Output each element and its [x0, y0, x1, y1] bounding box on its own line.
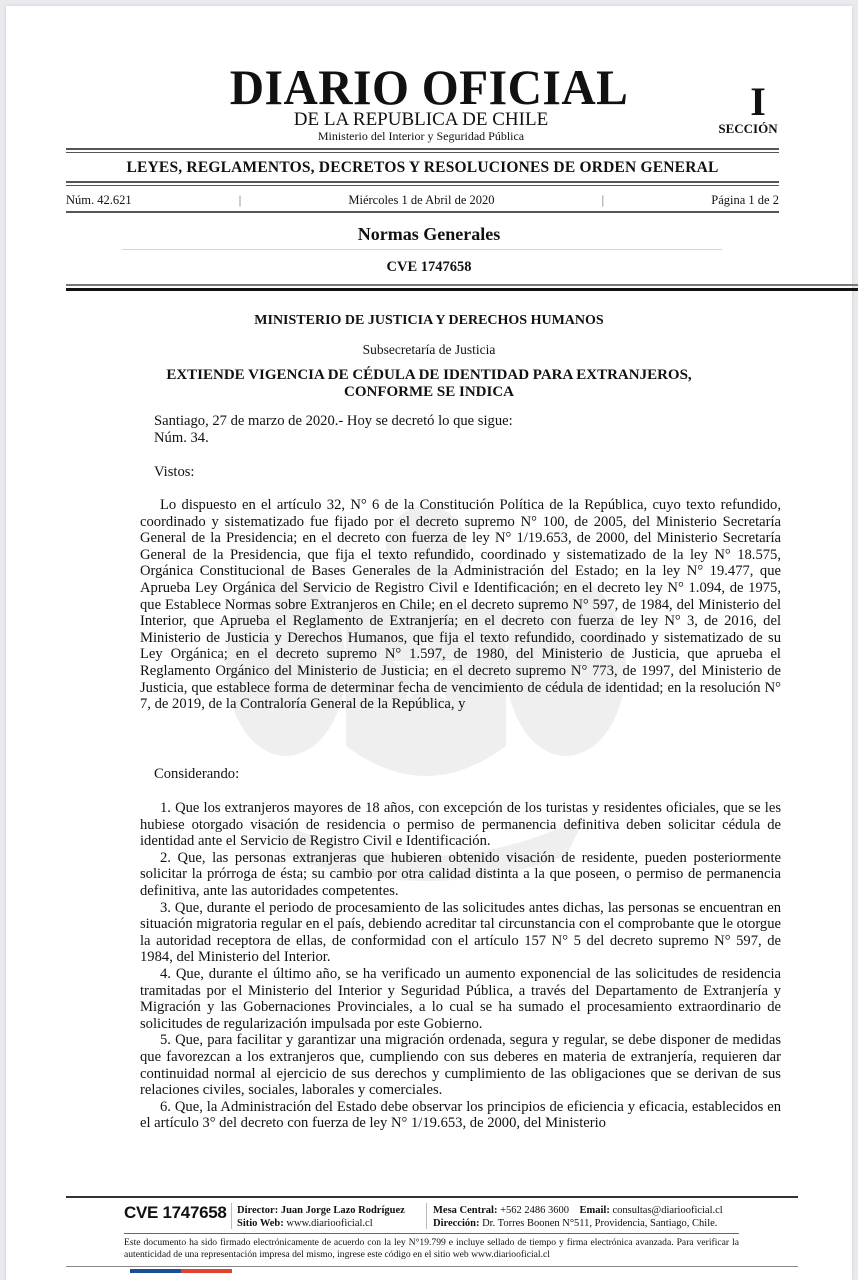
footer-divider [124, 1233, 739, 1234]
footer-contact-block: Mesa Central: +562 2486 3600 Email: consultas@diariooficial.cl Dirección: Dr. Torres Boonen N°511, Providencia, Santiago, Chile. [433, 1205, 723, 1229]
divider [122, 249, 722, 250]
footer-separator [426, 1203, 427, 1229]
divider [66, 288, 858, 291]
divider [66, 181, 779, 183]
subsecretariat: Subsecretaría de Justicia [362, 342, 496, 357]
address: Dr. Torres Boonen N°511, Providencia, Santiago, Chile. [482, 1218, 718, 1229]
document-page [6, 6, 852, 1280]
issue-meta-row [66, 193, 779, 208]
considerando-item: 4. Que, durante el último año, se ha verificado un aumento exponencial de las solicitudes de residencia tramitadas por el Ministerio del Interior y Seguridad Pública, a través del Departamento de Extranjería y Migración y las Gobernaciones Provinciales, a lo cual se ha sumado el procesamiento extraordinario de solicitudes de regularización impulsada por este Gobierno. [140, 965, 781, 1032]
issue-date: Miércoles 1 de Abril de 2020 [348, 193, 495, 207]
flag-stripe-blue [130, 1269, 181, 1273]
considerando-label: Considerando: [154, 766, 240, 782]
considerando-item: 2. Que, las personas extranjeras que hubieren obtenido visación de residente, pueden posteriormente solicitar la prórroga de ésta; su cambio por otra calidad distinta a la que poseen, o permiso de permanencia definitiva, ante las autoridades competentes. [140, 849, 781, 899]
decree-title: EXTIENDE VIGENCIA DE CÉDULA DE IDENTIDAD PARA EXTRANJEROS, CONFORME SE INDICA [166, 367, 692, 400]
divider [66, 148, 779, 150]
divider [66, 185, 779, 186]
considerando-item: 1. Que los extranjeros mayores de 18 años, con excepción de los turistas y residentes oficiales, que se les hubiese otorgado visación de residencia o permiso de permanencia definitiva deben solicitar cédula de identidad ante el Servicio de Registro Civil e Identificación. [140, 800, 781, 850]
phone-number: +562 2486 3600 [500, 1205, 569, 1216]
email-link[interactable]: consultas@diariooficial.cl [612, 1205, 723, 1216]
footer-separator [231, 1203, 232, 1229]
issuing-ministry: MINISTERIO DE JUSTICIA Y DERECHOS HUMANOS [254, 313, 604, 328]
meta-separator: | [238, 193, 242, 207]
publisher-ministry: Ministerio del Interior y Seguridad Pública [317, 129, 525, 143]
divider [66, 211, 779, 213]
newspaper-subtitle: DE LA REPUBLICA DE CHILE [293, 109, 549, 130]
cve-code: CVE 1747658 [386, 259, 472, 275]
director-name: Juan Jorge Lazo Rodríguez [280, 1205, 405, 1216]
newspaper-title: DIARIO OFICIAL [229, 59, 629, 115]
decree-number: Núm. 34. [154, 430, 209, 446]
section-heading: Normas Generales [357, 224, 501, 244]
footer-cve-code: CVE 1747658 [124, 1203, 227, 1222]
vistos-paragraph: Lo dispuesto en el artículo 32, N° 6 de la Constitución Política de la República, cuyo texto refundido, coordinado y sistematizado fue fijado por el decreto supremo N° 100, de 2005, del Ministerio Secretaría General de la Presidencia; en el decreto con fuerza de ley N° 1/19.653, de 2000, del Ministerio Secretaría General de la Presidencia, que fija el texto refundido, coordinado y sistematizado de la ley N° 18.575, Orgánica Constitucional de Bases Generales de la Administración del Estado; en la ley N° 19.477, que Aprueba Ley Orgánica del Servicio de Registro Civil e Identificación; en el decreto ley N° 1.094, de 1975, que Establece Normas sobre Extranjeros en Chile; en el decreto supremo N° 597, de 1984, del Ministerio del Interior, que Aprueba el Reglamento de Extranjería; en el decreto con fuerza de ley N° 3, de 2016, del Ministerio de Justicia y Derechos Humanos, que fija el texto refundido, coordinado y sistematizado de su Ley Orgánica; en el decreto supremo N° 1.597, de 1980, del Ministerio de Justicia, que aprueba el Reglamento Orgánico del Ministerio de Justicia; en el decreto supremo N° 773, de 1997, del Ministerio de Justicia, que establece forma de determinar fecha de vencimiento de cédula de identidad; en la resolución N° 7, de 2019, de la Contraloría General de la República, y [140, 497, 781, 713]
issue-number: Núm. 42.621 [66, 193, 132, 207]
publication-banner: LEYES, REGLAMENTOS, DECRETOS Y RESOLUCIONES DE ORDEN GENERAL [126, 159, 719, 176]
vistos-label: Vistos: [154, 464, 195, 480]
electronic-signature-notice: Este documento ha sido firmado electrónicamente de acuerdo con la ley N°19.799 e incluye sellado de tiempo y firma electrónica avanzada. Para verificar la autenticidad de una representación impresa del mismo, ingrese este código en el sitio web www.diariooficial.cl [124, 1237, 739, 1260]
considerando-item: 5. Que, para facilitar y garantizar una migración ordenada, segura y regular, se debe disponer de medidas que favorezcan a los extranjeros que, cumpliendo con sus deberes en materia de extranjería, requieren dar continuidad normal al ejercicio de sus derechos y cumplimiento de las obligaciones que se derivan de sus relaciones civiles, sociales, laborales y comerciales. [140, 1032, 781, 1099]
section-number: I [750, 79, 766, 124]
page-indicator: Página 1 de 2 [711, 193, 779, 207]
considerando-item: 6. Que, la Administración del Estado debe observar los principios de eficiencia y eficacia, establecidos en el artículo 3° del decreto con fuerza de ley N° 1/19.653, de 2000, del Ministerio [140, 1098, 781, 1132]
footer-director-block: Director: Juan Jorge Lazo Rodríguez Sitio Web: www.diariooficial.cl [237, 1205, 405, 1229]
place-date: Santiago, 27 de marzo de 2020.- Hoy se decretó lo que sigue: [154, 413, 513, 429]
footer-divider [66, 1266, 798, 1267]
flag-stripe-red [181, 1269, 232, 1273]
section-label: SECCIÓN [718, 121, 778, 136]
divider [66, 152, 779, 153]
considerando-item: 3. Que, durante el periodo de procesamiento de las solicitudes antes dichas, las personas se encuentran en situación migratoria regular en el país, debiendo acreditar tal circunstancia con el comprobante que le otorgue la autoridad receptora de ellas, de conformidad con el artículo 157 N° 5 del decreto supremo N° 597, de 1984, del Ministerio del Interior. [140, 899, 781, 966]
divider [66, 284, 858, 286]
website-link[interactable]: www.diariooficial.cl [286, 1218, 373, 1229]
considerandos-list [140, 800, 781, 1132]
meta-separator: | [601, 193, 605, 207]
footer-divider [66, 1196, 798, 1198]
